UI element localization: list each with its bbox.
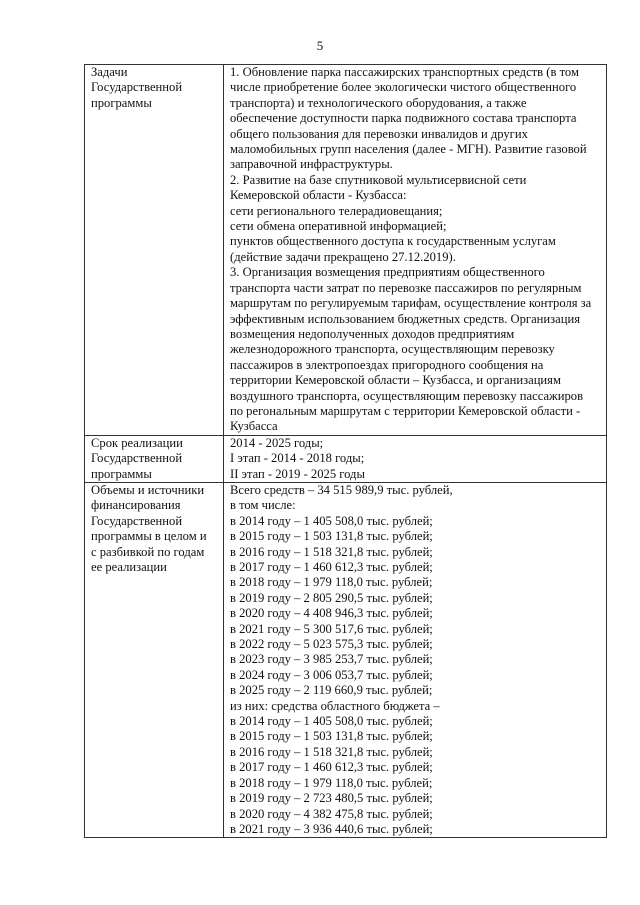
term-text-line: II этап - 2019 - 2025 годы — [230, 466, 365, 481]
funding-text-line: в 2020 году – 4 382 475,8 тыс. рублей; — [230, 806, 433, 821]
funding-content-cell — [224, 482, 607, 837]
tasks-text-line: по регональным маршрутам с территории Кемеровской области - — [230, 403, 581, 418]
funding-label-line: программы в целом и — [91, 529, 207, 544]
funding-text-line: в 2020 году – 4 408 946,3 тыс. рублей; — [230, 606, 433, 621]
term-label-line: программы — [91, 466, 152, 481]
table-row-term — [85, 435, 607, 482]
tasks-text-line: возмещения недополученных доходов предприятиям — [230, 326, 515, 341]
tasks-text-line: железнодорожного транспорта, осуществляющим перевозку — [230, 342, 555, 357]
funding-text-line: в 2023 году – 3 985 253,7 тыс. рублей; — [230, 652, 433, 667]
term-label-line: Срок реализации — [91, 435, 183, 450]
funding-text-line: в 2021 году – 5 300 517,6 тыс. рублей; — [230, 621, 433, 636]
funding-text-line: в 2019 году – 2 805 290,5 тыс. рублей; — [230, 590, 433, 605]
tasks-text-line: числе приобретение более экологически чистого общественного — [230, 80, 577, 95]
table-row-tasks — [85, 65, 607, 436]
tasks-text-line: транспорта части затрат по перевозке пассажиров по регулярным — [230, 280, 582, 295]
funding-label-line: Объемы и источники — [91, 482, 205, 497]
tasks-text-line: сети регионального телерадиовещания; — [230, 203, 443, 218]
term-text-line: I этап - 2014 - 2018 годы; — [230, 451, 365, 466]
tasks-text-line: общего пользования для перевозки инвалидов и других — [230, 126, 528, 141]
tasks-text-line: 2. Развитие на базе спутниковой мультисервисной сети — [230, 172, 527, 187]
tasks-text-line: Кузбасса — [230, 419, 278, 434]
funding-text-line: в 2019 году – 2 723 480,5 тыс. рублей; — [230, 791, 433, 806]
program-passport-table — [84, 64, 607, 838]
tasks-label-line: программы — [91, 95, 152, 110]
funding-text-line: из них: средства областного бюджета – — [230, 698, 440, 713]
funding-label-line: финансирования — [91, 498, 181, 513]
page-number: 5 — [316, 38, 324, 53]
tasks-text-line: Кемеровской области - Кузбасса: — [230, 188, 407, 203]
funding-text-line: в 2018 году – 1 979 118,0 тыс. рублей; — [230, 775, 433, 790]
funding-text-line: в 2016 году – 1 518 321,8 тыс. рублей; — [230, 744, 433, 759]
tasks-text-line: маломобильных групп населения (далее - МГН). Развитие газовой — [230, 142, 587, 157]
term-text-line: 2014 - 2025 годы; — [230, 435, 324, 450]
tasks-text-line: 3. Организация возмещения предприятиям общественного — [230, 265, 545, 280]
funding-text-line: Всего средств – 34 515 989,9 тыс. рублей, — [230, 482, 453, 497]
tasks-text-line: заправочной инфраструктуры. — [230, 157, 393, 172]
tasks-content-cell — [224, 65, 607, 436]
funding-text-line: в том числе: — [230, 498, 296, 513]
tasks-text-line: обеспечение доступности парка подвижного состава транспорта — [230, 111, 577, 126]
tasks-text-line: 1. Обновление парка пассажирских транспортных средств (в том — [230, 65, 579, 79]
funding-text-line: в 2018 году – 1 979 118,0 тыс. рублей; — [230, 575, 433, 590]
funding-label-line: Государственной — [91, 513, 183, 528]
funding-label-cell — [85, 482, 224, 837]
tasks-text-line: транспорта) и технологического оборудования, а также — [230, 95, 527, 110]
tasks-text-line: эффективным использованием бюджетных средств. Организация — [230, 311, 580, 326]
funding-text-line: в 2017 году – 1 460 612,3 тыс. рублей; — [230, 760, 433, 775]
funding-text-line: в 2015 году – 1 503 131,8 тыс. рублей; — [230, 529, 433, 544]
term-content-cell — [224, 435, 607, 482]
tasks-label-line: Задачи — [91, 65, 128, 79]
funding-text-line: в 2024 году – 3 006 053,7 тыс. рублей; — [230, 667, 433, 682]
funding-label-line: ее реализации — [91, 560, 167, 574]
tasks-label-line: Государственной — [91, 80, 183, 95]
funding-text-line: в 2021 году – 3 936 440,6 тыс. рублей; — [230, 821, 433, 836]
funding-label-line: с разбивкой по годам — [91, 544, 205, 559]
tasks-text-line: маршрутам по регулируемым тарифам, осуществление контроля за — [230, 296, 592, 311]
term-label-cell — [85, 435, 224, 482]
table-row-funding — [85, 482, 607, 837]
tasks-text-line: территории Кемеровской области – Кузбасса, и организациям — [230, 373, 561, 388]
tasks-text-line: (действие задачи прекращено 27.12.2019). — [230, 249, 456, 264]
tasks-text-line: пунктов общественного доступа к государственным услугам — [230, 234, 556, 249]
tasks-text-line: пассажиров в электропоездах пригородного сообщения на — [230, 357, 544, 372]
term-label-line: Государственной — [91, 451, 183, 466]
funding-text-line: в 2022 году – 5 023 575,3 тыс. рублей; — [230, 637, 433, 652]
tasks-text-line: сети обмена оперативной информацией; — [230, 219, 447, 234]
funding-text-line: в 2025 году – 2 119 660,9 тыс. рублей; — [230, 683, 433, 698]
tasks-text-line: воздушного транспорта, осуществляющим перевозку пассажиров — [230, 388, 584, 403]
funding-text-line: в 2016 году – 1 518 321,8 тыс. рублей; — [230, 544, 433, 559]
funding-text-line: в 2017 году – 1 460 612,3 тыс. рублей; — [230, 560, 433, 574]
funding-text-line: в 2015 году – 1 503 131,8 тыс. рублей; — [230, 729, 433, 744]
tasks-label-cell — [85, 65, 224, 436]
funding-text-line: в 2014 году – 1 405 508,0 тыс. рублей; — [230, 513, 433, 528]
funding-text-line: в 2014 году – 1 405 508,0 тыс. рублей; — [230, 714, 433, 729]
